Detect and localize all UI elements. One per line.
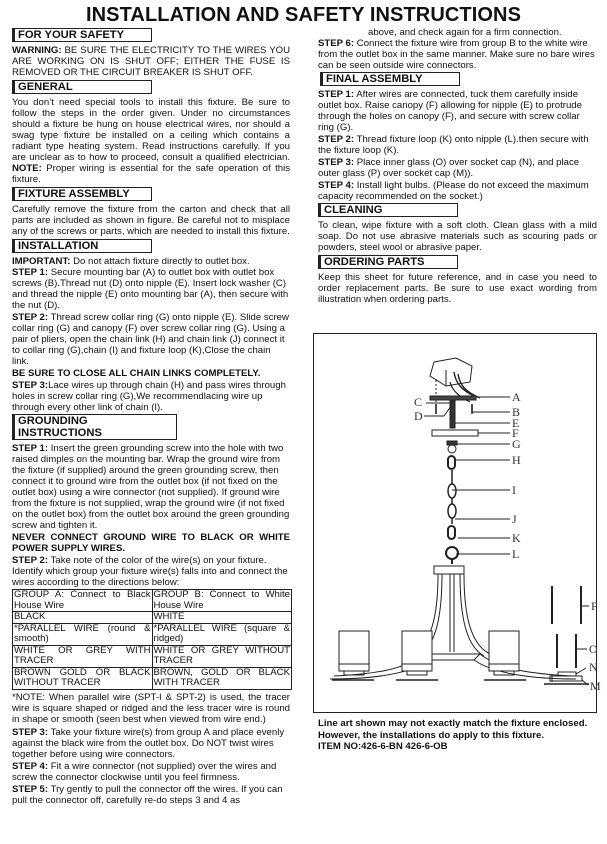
section-heading-ordering-parts: ORDERING PARTS	[318, 255, 458, 269]
section-heading-general: GENERAL	[12, 80, 152, 94]
part-label-o: O	[589, 642, 598, 656]
chain-warning: BE SURE TO CLOSE ALL CHAIN LINKS COMPLETELY.	[12, 368, 261, 379]
table-cell: WHITE OR GREY WITHOUT TRACER	[153, 644, 290, 666]
step-text: Thread fixture loop (K) onto nipple (L).then secure with the fixture loop (K).	[318, 134, 589, 156]
mounting-bar	[430, 396, 476, 400]
section-heading-installation: INSTALLATION	[12, 239, 152, 253]
table-cell: BROWN GOLD OR BLACK WITHOUT TRACER	[14, 666, 151, 688]
step-label: STEP 3:	[12, 380, 49, 391]
step-text: Place inner glass (O) over socket cap (N), and place outer glass (P) over socket cap (M)).	[318, 157, 580, 179]
right-column	[318, 27, 597, 307]
step-label: STEP 4:	[12, 760, 49, 772]
step-text: Insert the green grounding screw into the hole with two raised dimples on the mounting bar. Wrap the ground wire from the fixture (if supplied) around the green grounding screw, then connect it to ground wire from the outlet box (if not fixed on the outlet box) using a wire connector (not supplied). If ground wire from the fixture is not supplied, wrap the ground wire (if not fixed on the outlet box) from the outlet box around the green grounding screw and tighten it.	[12, 443, 290, 531]
grounding-step-1	[12, 443, 290, 531]
final-step-4	[318, 180, 597, 202]
warning-label: WARNING:	[12, 45, 62, 56]
part-label-c: C	[414, 395, 423, 409]
grounding-step-5	[12, 784, 290, 806]
important-text: Do not attach fixture directly to outlet box.	[70, 256, 250, 267]
step-label: STEP 4:	[318, 180, 355, 191]
part-label-h: H	[512, 453, 521, 467]
final-step-1	[318, 89, 597, 133]
section-heading-final-assembly: FINAL ASSEMBLY	[320, 72, 460, 86]
step-text: Try gently to pull the connector off the wires. If you can pull the connector off, carefully re-do steps 3 and 4 as	[12, 783, 283, 806]
glass-shade	[489, 631, 519, 671]
step-text: Take your fixture wire(s) from group A and place evenly against the black wire from the outlet box. Do NOT twist wires together before using wire connectors.	[12, 726, 285, 760]
table-header-row	[13, 590, 292, 612]
part-label-k: K	[512, 531, 521, 545]
part-label-d: D	[414, 409, 423, 423]
fixture-line-art	[314, 334, 601, 714]
fixture-exploded-diagram	[313, 333, 601, 713]
final-step-3	[318, 157, 597, 179]
grounding-step-6	[318, 38, 597, 71]
installation-step-2	[12, 312, 290, 367]
table-row	[13, 645, 292, 667]
part-label-b: B	[512, 405, 521, 419]
ordering-parts-text: Keep this sheet for future reference, and in case you need to order replacement parts. Be sure to use exact wording from illustration when ordering parts.	[318, 272, 597, 305]
step-text: Connect the fixture wire from group B to the white wire from the outlet box in the same manner. Make sure no bare wires can be seen outside wire connectors.	[318, 38, 595, 71]
wire-group-table	[12, 589, 292, 690]
section-heading-safety: FOR YOUR SAFETY	[12, 28, 152, 42]
part-label-i: I	[512, 483, 516, 497]
fixture-assembly-text: Carefully remove the fixture from the carton and check that all parts are included as shown in figure. Be careful not to misplace any of the screws or parts, which are needed to install this fixture.	[12, 204, 290, 237]
caption-line-2: However, the installations do apply to this fixture.	[318, 729, 545, 741]
table-cell: BROWN, GOLD OR BLACK WITH TRACER	[153, 666, 290, 688]
general-text	[12, 97, 290, 185]
important-note	[12, 256, 290, 267]
grounding-step-2	[12, 555, 290, 588]
step-text: Thread screw collar ring (G) onto nipple (E). Slide screw collar ring (G) and canopy (F) over screw collar ring (G). Using a pair of pliers, open the chain link (H) and chain link (J) connect it to collar ring (G),chain (I) and fixture loop (K),Close the chain link.	[12, 312, 289, 367]
part-label-e: E	[512, 416, 520, 430]
never-connect-warning: NEVER CONNECT GROUND WIRE TO BLACK OR WHITE POWER SUPPLY WIRES.	[12, 532, 290, 554]
part-label-n: N	[589, 660, 598, 674]
part-label-l: L	[512, 547, 520, 561]
installation-step-1	[12, 267, 290, 311]
caption-line-1: Line art shown may not exactly match the fixture enclosed.	[318, 718, 588, 729]
table-cell: *PARALLEL WIRE (square & ridged)	[153, 622, 290, 644]
section-heading-grounding: GROUNDING INSTRUCTIONS	[12, 414, 177, 440]
step-label: STEP 3:	[318, 157, 355, 168]
safety-warning	[12, 45, 290, 78]
part-label-f: F	[512, 426, 519, 440]
table-cell: BLACK	[13, 612, 153, 624]
step-text: Fit a wire connector (not supplied) over the wires and screw the connector clockwise until you feel firmness.	[12, 760, 277, 783]
glass-shade	[339, 631, 369, 671]
page-title: INSTALLATION AND SAFETY INSTRUCTIONS	[85, 4, 522, 26]
step-label: STEP 5:	[12, 783, 49, 795]
important-label: IMPORTANT:	[12, 256, 71, 267]
note-text: Proper wiring is essential for the safe operation of this fixture.	[12, 163, 290, 185]
step-label: STEP 2:	[12, 555, 49, 566]
table-cell: GROUP A: Connect to Black House Wire	[14, 589, 151, 611]
grounding-step-4	[12, 761, 290, 783]
grounding-step-3	[12, 727, 290, 760]
step-text: Lace wires up through chain (H) and pass wires through holes in screw collar ring (G),We recommendlacing wire up through every other link of chain (I).	[12, 380, 286, 413]
table-row	[13, 667, 292, 689]
section-heading-fixture-assembly: FIXTURE ASSEMBLY	[12, 187, 152, 201]
part-label-g: G	[512, 437, 521, 451]
nipple	[450, 400, 455, 428]
step-label: STEP 2:	[318, 134, 355, 145]
part-label-a: A	[512, 390, 521, 404]
warning-text: BE SURE THE ELECTRICITY TO THE WIRES YOU ARE WORKING ON IS SHUT OFF; EITHER THE FUSE IS REMOVED OR THE CIRCUIT BREAKER IS SHUT OFF.	[12, 45, 290, 78]
part-label-m: M	[590, 679, 601, 693]
step-label: STEP 1:	[12, 267, 49, 278]
installation-step-3	[12, 380, 290, 413]
part-label-p: P	[591, 599, 598, 613]
parallel-wire-note: *NOTE: When parallel wire (SPT-I & SPT-2) is used, the tracer wire is square shaped or ridged and the less tracer wire is round in shape or smooth (seen best when viewed from wire end.)	[12, 691, 290, 725]
step-label: STEP 3:	[12, 726, 49, 738]
step-text: Secure mounting bar (A) to outlet box with outlet box screws (B).Thread nut (D) onto nipple (E). Insert lock washer (C) and thread the nipple (E) onto mounting bar (A), then secure with the nut (D).	[12, 267, 289, 311]
glass-shade	[402, 631, 432, 671]
step-text: Install light bulbs. (Please do not exceed the maximum capacity recommended on the socket.)	[318, 180, 589, 202]
step-text: Take note of the color of the wire(s) on your fixture. Identify which group your fixture wire(s) falls into and connect the wires according to the directions below:	[12, 555, 288, 588]
left-column	[12, 27, 290, 807]
canopy	[432, 430, 478, 436]
table-row	[13, 623, 292, 645]
step-label: STEP 1:	[318, 89, 355, 100]
part-label-j: J	[512, 512, 517, 526]
table-cell: WHITE OR GREY WITH TRACER	[14, 644, 151, 666]
general-paragraph: You don’t need special tools to install this fixture. Be sure to follow the steps in the order given. Under no circumstances should a fixture be hung on house electrical wires, nor should a swag type fixture be installed on a ceiling which contains a radiant type heating system. Read instructions carefully. If you are unclear as to how to proceed, consult a qualified electrician.	[12, 97, 290, 163]
grounding-step-5-continued: above, and check again for a firm connection.	[368, 27, 562, 38]
step-text: After wires are connected, tuck them carefully inside outlet box. Raise canopy (F) allowing for nipple (E) to protrude through the holes on canopy (F), and secure with screw collar ring (G).	[318, 89, 582, 133]
step-label: STEP 6:	[318, 38, 355, 49]
section-heading-cleaning: CLEANING	[318, 203, 458, 217]
step-label: STEP 2:	[12, 312, 49, 323]
table-cell: GROUP B: Connect to White House Wire	[153, 589, 290, 611]
cleaning-text: To clean, wipe fixture with a soft cloth. Clean glass with a mild soap. Do not use abrasive materials such as scouring pads or powders, steel wool or abrasive paper.	[318, 220, 597, 253]
note-label: NOTE:	[12, 163, 42, 174]
diagram-caption	[318, 718, 603, 753]
final-step-2	[318, 134, 597, 156]
step-label: STEP 1:	[12, 443, 49, 454]
item-number: ITEM NO:426-6-BN 426-6-OB	[318, 741, 448, 752]
table-cell: WHITE	[152, 612, 292, 624]
table-row	[13, 612, 292, 624]
table-cell: *PARALLEL WIRE (round & smooth)	[14, 622, 151, 644]
